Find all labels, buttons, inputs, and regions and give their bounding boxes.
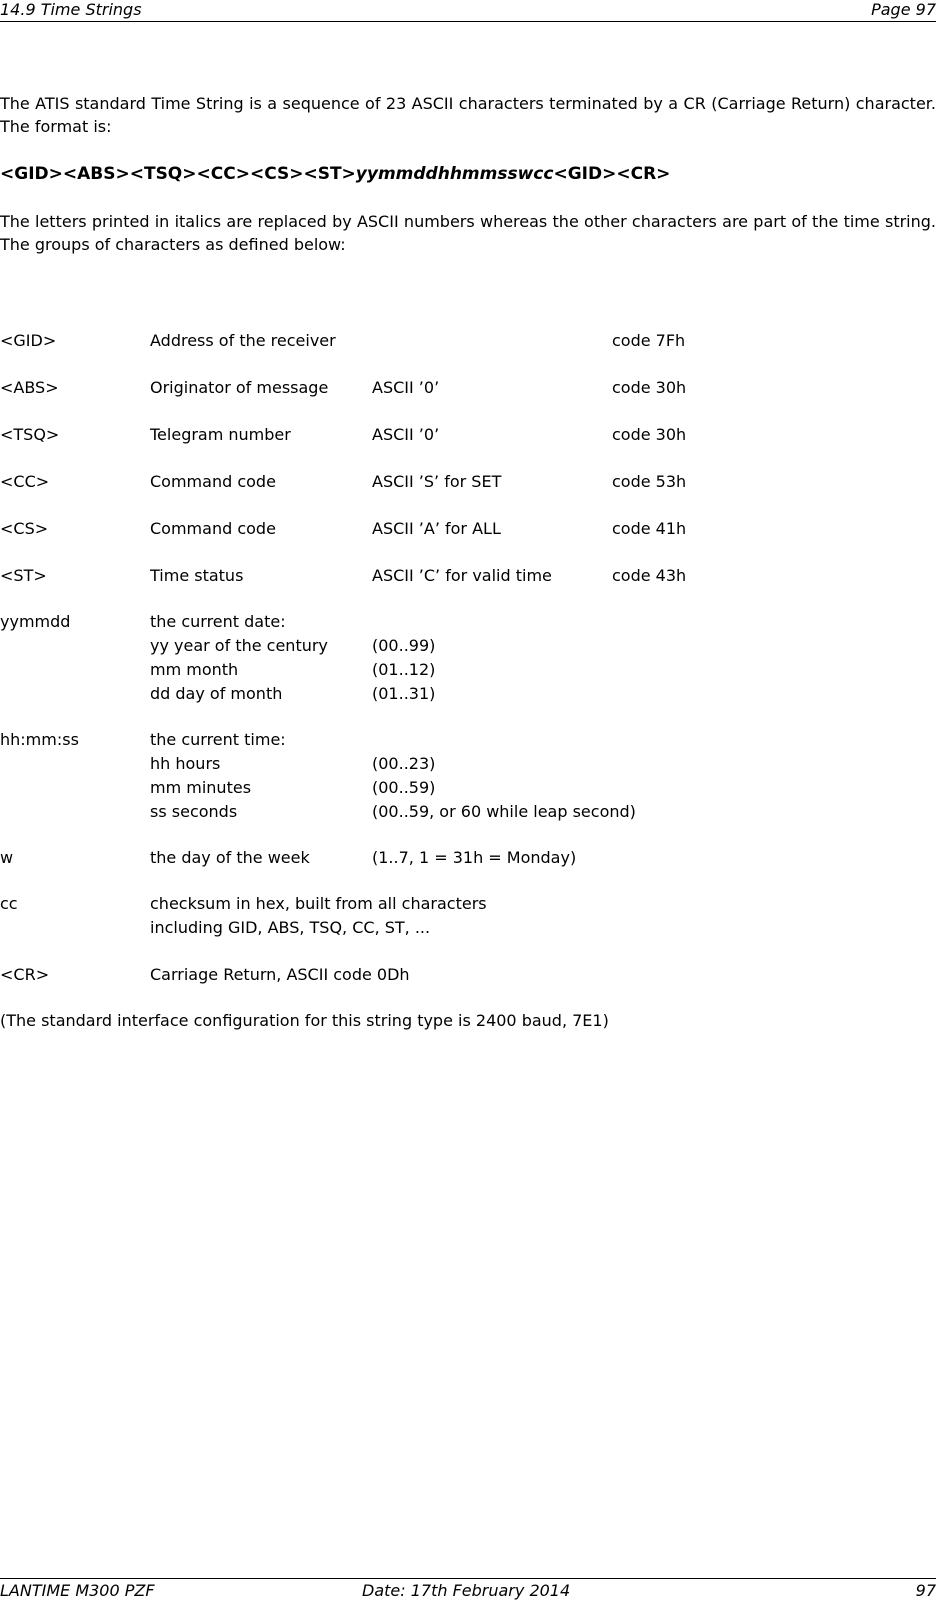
checksum-line-2: including GID, ABS, TSQ, CC, ST, ... [150,918,431,937]
time-seconds-range: (00..59, or 60 while leap second) [372,802,636,821]
date-month-range: (01..12) [372,660,436,679]
time-minutes-label: mm minutes [150,778,252,797]
field-code: code 53h [612,472,687,491]
field-code: code 30h [612,378,687,397]
footer-page-number: 97 [915,1581,936,1600]
format-suffix: <GID><CR> [553,164,671,184]
field-ascii: ASCII ’C’ for valid time [372,566,552,585]
cr-label: Carriage Return, ASCII code 0Dh [150,965,410,984]
weekday-range: (1..7, 1 = 31h = Monday) [372,848,577,867]
time-field-name: hh:mm:ss [0,730,79,749]
footer-date: Date: 17th February 2014 [362,1581,571,1600]
date-field-name: yymmdd [0,612,71,631]
date-title: the current date: [150,612,286,631]
time-minutes-range: (00..59) [372,778,436,797]
field-name: <CC> [0,472,50,491]
footer-product: LANTIME M300 PZF [0,1581,155,1600]
field-code: code 7Fh [612,331,686,350]
field-description: Command code [150,472,276,491]
time-title: the current time: [150,730,286,749]
time-seconds-label: ss seconds [150,802,238,821]
page-footer [0,1578,936,1601]
weekday-field-name: w [0,848,14,867]
field-description: Address of the receiver [150,331,336,350]
field-name: <GID> [0,331,57,350]
date-month-label: mm month [150,660,239,679]
field-description: Telegram number [150,425,291,444]
field-description: Command code [150,519,276,538]
date-day-range: (01..31) [372,684,436,703]
field-ascii: ASCII ’0’ [372,378,440,397]
field-name: <ABS> [0,378,59,397]
description-paragraph: The letters printed in italics are replaced by ASCII numbers whereas the other characters are part of the time string. The groups of characters as defined below: [0,212,936,254]
time-hours-label: hh hours [150,754,221,773]
date-year-range: (00..99) [372,636,436,655]
field-code: code 43h [612,566,687,585]
config-note: (The standard interface configuration for this string type is 2400 baud, 7E1) [0,1011,609,1030]
field-code: code 30h [612,425,687,444]
field-description: Time status [150,566,244,585]
intro-paragraph: The ATIS standard Time String is a sequence of 23 ASCII characters terminated by a CR (Carriage Return) character. The format is: [0,94,936,136]
format-prefix: <GID><ABS><TSQ><CC><CS><ST> [0,164,356,184]
date-year-label: yy year of the century [150,636,328,655]
weekday-label: the day of the week [150,848,310,867]
field-code: code 41h [612,519,687,538]
checksum-field-name: cc [0,894,18,913]
field-name: <ST> [0,566,47,585]
field-ascii: ASCII ’0’ [372,425,440,444]
header-page-number: Page 97 [871,0,936,19]
field-ascii: ASCII ’A’ for ALL [372,519,501,538]
field-name: <CS> [0,519,49,538]
cr-field-name: <CR> [0,965,50,984]
field-ascii: ASCII ’S’ for SET [372,472,502,491]
date-day-label: dd day of month [150,684,283,703]
field-name: <TSQ> [0,425,60,444]
format-string [0,164,670,184]
checksum-line-1: checksum in hex, built from all characters [150,894,487,913]
format-italic-part: yymmddhhmmsswcc [355,164,554,184]
page-header [0,0,936,22]
time-hours-range: (00..23) [372,754,436,773]
field-description: Originator of message [150,378,329,397]
header-section-title: 14.9 Time Strings [0,0,142,19]
